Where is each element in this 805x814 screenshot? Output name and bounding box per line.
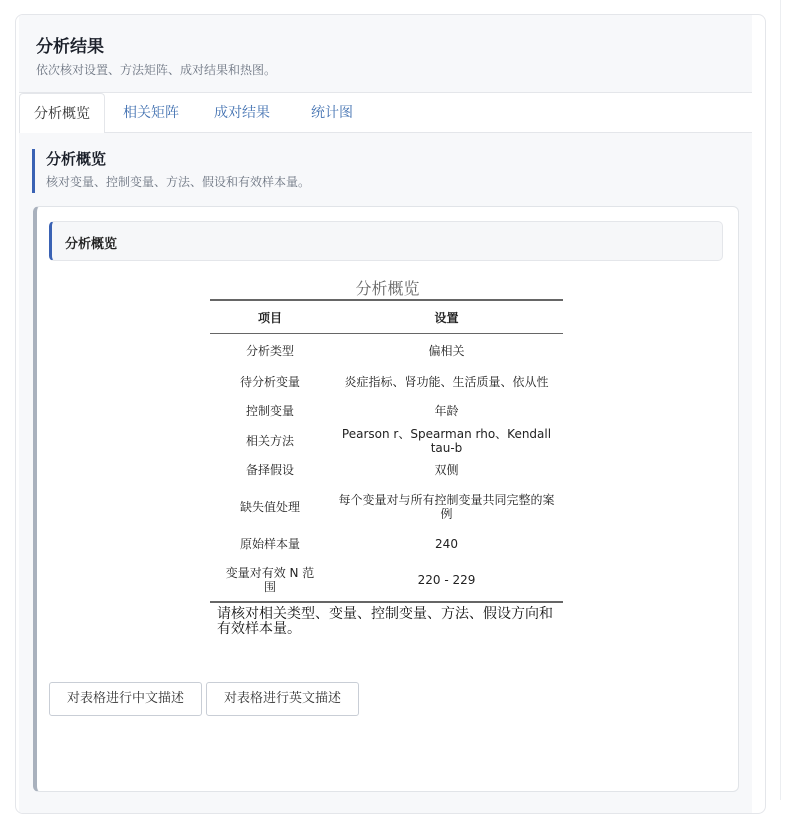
tab-correlation-matrix[interactable]: 相关矩阵: [123, 105, 179, 121]
table-header-row: [210, 300, 563, 334]
column-header-item: 项目: [257, 310, 282, 325]
table-cell: 缺失值处理: [239, 499, 300, 514]
results-subtitle: 依次核对设置、方法矩阵、成对结果和热图。: [36, 63, 277, 77]
tab-panel: [19, 133, 752, 814]
column-header-setting: 设置: [434, 310, 459, 325]
card-header: [49, 221, 723, 261]
table-caption: 分析概览: [355, 279, 420, 298]
table-cell: 待分析变量: [239, 375, 300, 389]
describe-chinese-button[interactable]: 对表格进行中文描述: [49, 682, 202, 716]
table-row: [210, 560, 563, 602]
results-title: 分析结果: [36, 37, 104, 57]
table-cell: 控制变量: [245, 404, 294, 418]
table-note: 请核对相关类型、变量、控制变量、方法、假设方向和有效样本量。: [217, 606, 553, 637]
section-subtitle: 核对变量、控制变量、方法、假设和有效样本量。: [46, 175, 311, 189]
table-cell: 原始样本量: [239, 537, 300, 551]
tab-pairwise-results[interactable]: 成对结果: [214, 105, 270, 121]
table-cell: 偏相关: [428, 343, 465, 358]
table-cell: 变量对有效 N 范围: [225, 566, 315, 594]
table-cell: 240: [435, 537, 458, 551]
section-heading: [32, 149, 310, 193]
table-cell: 年龄: [434, 404, 459, 418]
table-row: [210, 456, 563, 485]
table-row: [210, 368, 563, 397]
table-cell: 220 - 229: [417, 573, 476, 587]
tab-bar: [19, 92, 752, 133]
table-cell: Pearson r、Spearman rho、Kendall tau-b: [341, 426, 552, 455]
section-title: 分析概览: [46, 150, 107, 168]
table-row: [210, 529, 563, 560]
table-cell: 备择假设: [245, 463, 294, 477]
results-card: [15, 14, 766, 814]
tab-overview[interactable]: 分析概览: [19, 93, 105, 134]
table-cell: 双侧: [434, 463, 459, 477]
table-cell: 每个变量对与所有控制变量共同完整的案例: [338, 492, 555, 521]
table-row: [210, 397, 563, 426]
card-header-title: 分析概览: [65, 237, 118, 252]
overview-table: [210, 299, 563, 603]
table-cell: 炎症指标、肾功能、生活质量、依从性: [344, 375, 549, 389]
table-row: [210, 426, 563, 456]
results-header: [19, 15, 752, 93]
table-cell: 相关方法: [245, 433, 294, 448]
overview-card: [33, 206, 739, 792]
describe-english-button[interactable]: 对表格进行英文描述: [206, 682, 359, 716]
scrollbar-track[interactable]: [780, 0, 781, 800]
table-row: [210, 334, 563, 368]
tab-charts[interactable]: 统计图: [311, 105, 353, 121]
table-row: [210, 485, 563, 529]
table-cell: 分析类型: [245, 343, 294, 358]
